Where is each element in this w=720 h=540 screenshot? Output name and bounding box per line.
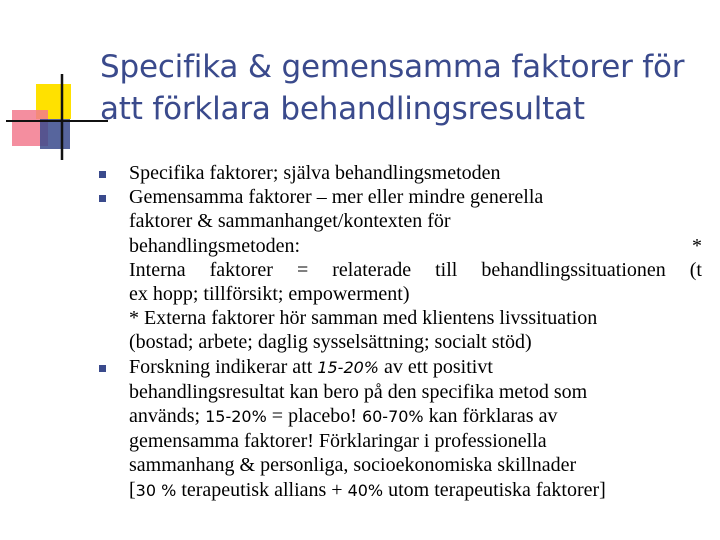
bullet-text-line: Interna faktorer = relaterade till behandlingssituationen (t [129, 258, 702, 281]
bullet-text-line: Specifika faktorer; själva behandlingsmetoden [129, 162, 501, 184]
bullet-text-line: (bostad; arbete; daglig sysselsättning; socialt stöd) [129, 331, 532, 354]
bullet-text-line: behandlingsmetoden: * [129, 234, 702, 257]
decorative-squares-graphic [0, 0, 110, 170]
percent-value: 60-70% [361, 407, 424, 427]
blue-square [40, 119, 70, 149]
bullet-text-line: [30 % terapeutisk allians + 40% utom terapeutiska faktorer] [129, 478, 606, 501]
bullet-text-line: Forskning indikerar att 15-20% av ett positivt [129, 355, 493, 378]
square-bullet-icon [99, 171, 106, 178]
slide-title-line-2: att förklara behandlingsresultat [100, 91, 585, 127]
square-bullet-icon [99, 195, 106, 202]
bullet-text-line: gemensamma faktorer! Förklaringar i professionella [129, 430, 547, 453]
bullet-text-line: faktorer & sammanhanget/kontexten för [129, 210, 451, 233]
bullet-text-line: ex hopp; tillförsikt; empowerment) [129, 283, 410, 306]
bullet-item-specific-factors [96, 161, 702, 185]
slide-title-line-1: Specifika & gemensamma faktorer för [100, 49, 685, 85]
bullet-text-line: används; 15-20% = placebo! 60-70% kan förklaras av [129, 405, 558, 428]
bullet-text-line: * Externa faktorer hör samman med klientens livssituation [129, 307, 598, 330]
percent-value: 15-20% [317, 357, 380, 377]
percent-value: 40% [347, 480, 384, 500]
bullet-text-line: Gemensamma faktorer – mer eller mindre generella [129, 186, 544, 209]
percent-value: 15-20% [205, 407, 267, 427]
square-bullet-icon [99, 365, 106, 372]
bullet-text-line: sammanhang & personliga, socioekonomiska skillnader [129, 454, 577, 477]
percent-value: 30 % [135, 480, 177, 500]
bullet-item-common-factors [96, 185, 702, 354]
bullet-item-research [96, 355, 702, 503]
bullet-text-line: behandlingsresultat kan bero på den specifika metod som [129, 380, 588, 403]
slide-title [100, 46, 710, 130]
bullet-list [96, 161, 702, 503]
